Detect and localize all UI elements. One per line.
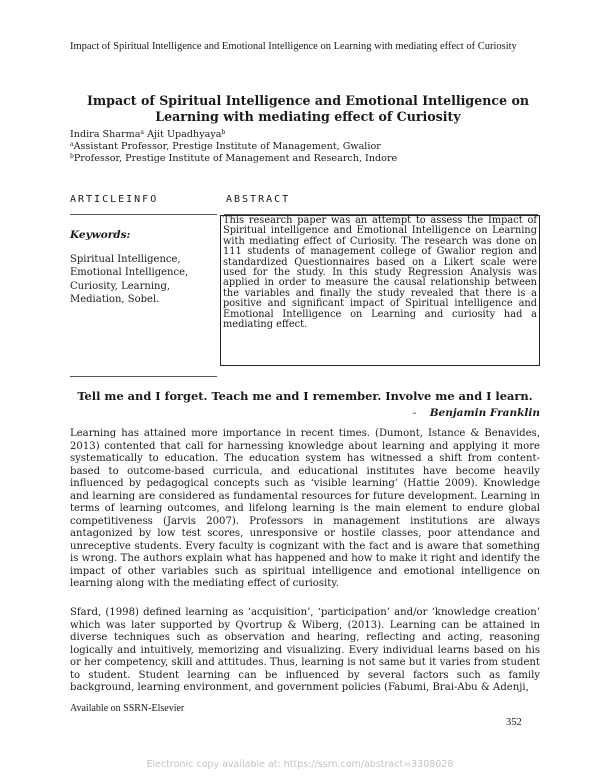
abstract-text: This research paper was an attempt to assess the Impact of Spiritual intelligence and Emotional Intelligence on Learning with mediating effect of Curiosity. The research was done on 111 students of management college of Gwalior region and standardized Questionnaires based on a Likert scale were used for the study. In this study Regression Analysis was applied in order to measure the causal relationship between the variables and finally the study revealed that there is a positive and significant impact of Spiritual intelligence and Emotional Intelligence on Learning and curiosity had a mediating effect. bbox=[220, 215, 540, 366]
epigraph-quote: Tell me and I forget. Teach me and I remember. Involve me and I learn. bbox=[77, 389, 533, 403]
affiliation bbox=[70, 151, 397, 165]
epigraph-attribution bbox=[400, 407, 540, 419]
divider bbox=[70, 376, 217, 377]
author-affiliation-marker: a bbox=[140, 129, 144, 136]
author-name: Indira Sharma bbox=[70, 129, 141, 140]
keywords-list: Spiritual Intelligence, Emotional Intelligence, Curiosity, Learning, Mediation, Sobel. bbox=[70, 254, 189, 306]
availability-note: Available on SSRN-Elsevier bbox=[70, 703, 185, 714]
page-number: 352 bbox=[506, 717, 522, 728]
body-paragraph: Sfard, (1998) defined learning as ‘acquisition’, ‘participation’ and/or ‘knowledge creation’ which was later supported by Qvortrup & Wiberg, (2013). Learning can be attained in diverse techniques such as observation and hearing, reflecting and acting, reasoning logically and intuitively, memorizing and visualizing. Every individual learns based on his or her competency, skill and attitudes. Thus, learning is not same but it varies from student to student. Student learning can be influenced by several factors such as family background, learning environment, and government policies (Fabumi, Brai-Abu & Adenji, bbox=[70, 607, 540, 693]
paper-title: Impact of Spiritual Intelligence and Emotional Intelligence on Learning with mediating effect of Curiosity bbox=[86, 93, 530, 124]
affiliation-text: Professor, Prestige Institute of Management and Research, Indore bbox=[73, 153, 398, 164]
author-affiliation-marker: b bbox=[221, 129, 226, 136]
affiliation-text: Assistant Professor, Prestige Institute of Management, Gwalior bbox=[73, 141, 381, 152]
affiliation-marker: a bbox=[70, 141, 74, 148]
divider bbox=[70, 214, 217, 215]
body-paragraph: Learning has attained more importance in recent times. (Dumont, Istance & Benavides, 2013) contented that call for harnessing knowledge about learning and applying it more systematically to education. The education system has witnessed a shift from content-based to outcome-based curricula, and educational institutes have become heavily influenced by pedagogical concepts such as ‘visible learning’ (Hattie 2009). Knowledge and learning are considered as fundamental resources for future development. Learning in terms of learning outcomes, and lifelong learning is the main element to endure global competitiveness (Jarvis 2007). Professors in management institutions are always antagonized by low test scores, unresponsive or hostile classes, poor attendance and unreceptive students. Every faculty is cognizant with the fact and is aware that something is wrong. The authors explain what has happened and how to make it right and identify the impact of other variables such as spiritual intelligence and emotional intelligence on learning along with the mediating effect of curiosity. bbox=[70, 428, 540, 589]
ssrn-watermark-footer: Electronic copy available at: https://ssrn.com/abstract=3308028 bbox=[146, 759, 454, 770]
affiliation-marker: b bbox=[70, 153, 74, 160]
attribution-dash: - bbox=[412, 407, 417, 419]
attribution-author: Benjamin Franklin bbox=[429, 407, 540, 419]
keywords-heading: Keywords: bbox=[70, 229, 131, 241]
running-header: Impact of Spiritual Intelligence and Emotional Intelligence on Learning with mediating effect of Curiosity bbox=[70, 41, 517, 52]
article-info-heading: ARTICLEINFO bbox=[70, 194, 159, 205]
author-name: Ajit Upadhyaya bbox=[147, 129, 222, 140]
abstract-heading: ABSTRACT bbox=[226, 194, 291, 205]
